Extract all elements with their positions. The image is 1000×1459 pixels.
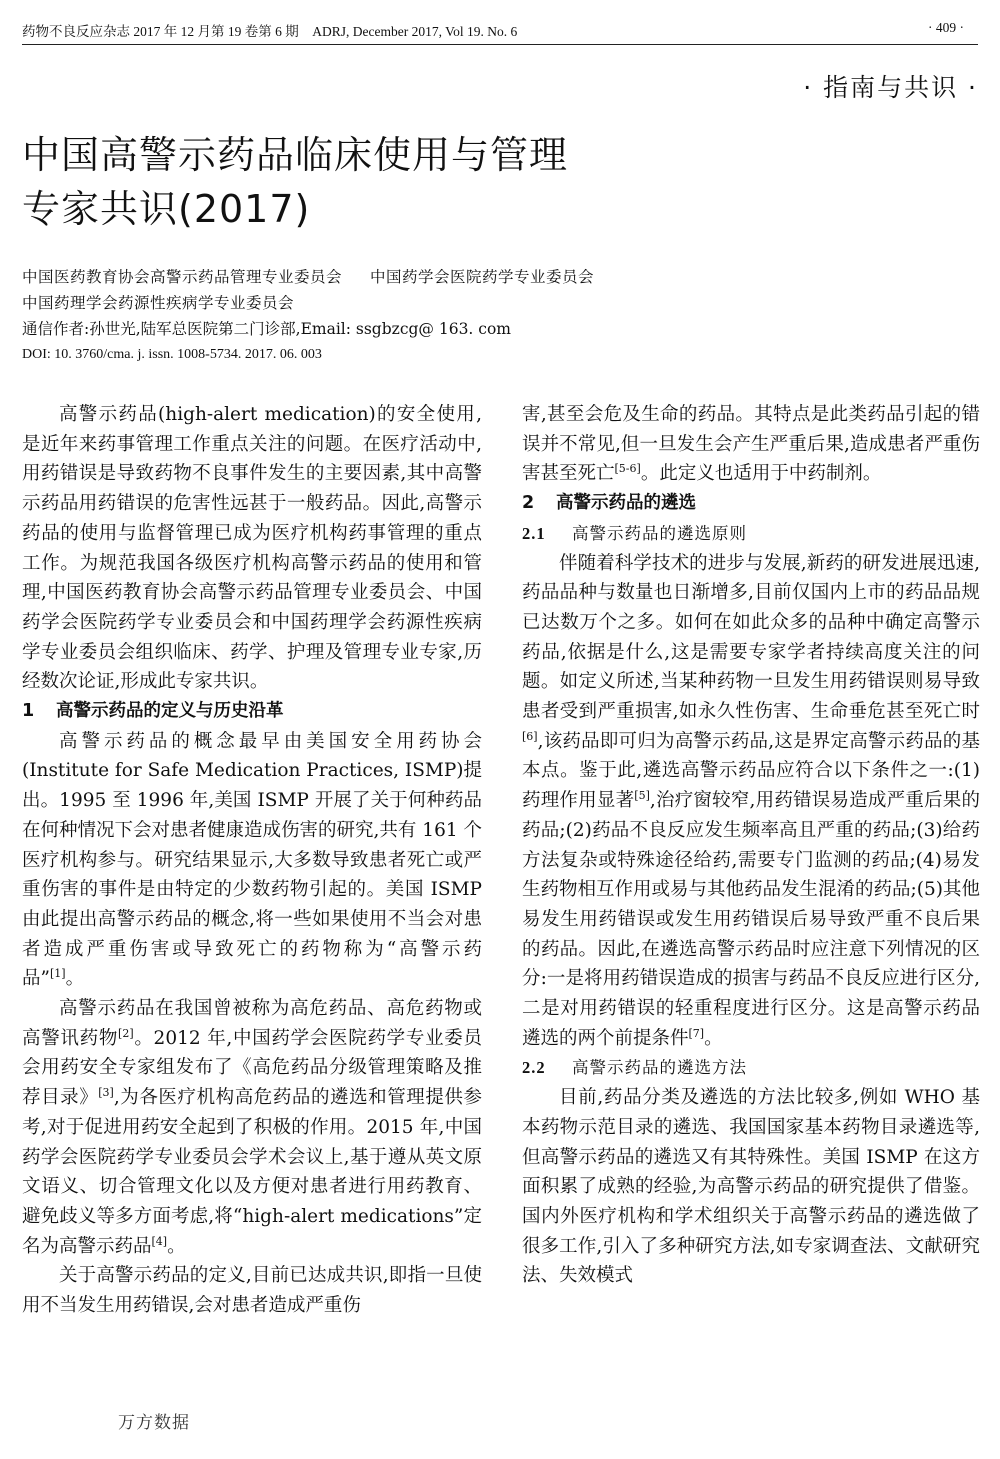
watermark: 万方数据 — [118, 1413, 190, 1433]
definition-continuation: 害,甚至会危及生命的药品。其特点是此类药品引起的错误并不常见,但一旦发生会产生严重后果,造成患者严重伤害甚至死亡[5-6]。此定义也适用于中药制剂。 — [522, 404, 980, 485]
journal-info: 药物不良反应杂志 2017 年 12 月第 19 卷第 6 期 ADRJ, December 2017, Vol 19. No. 6 — [22, 24, 518, 39]
section-2-2-heading: 2.2 高警示药品的遴选方法 — [522, 1058, 747, 1078]
citation: [2] — [118, 1026, 134, 1040]
section-2-heading: 2 高警示药品的遴选 — [522, 493, 696, 514]
section-2-1-heading: 2.1 高警示药品的遴选原则 — [522, 523, 747, 543]
article-title — [22, 128, 722, 236]
affiliation-2: 中国药学会医院药学专业委员会 — [370, 268, 595, 286]
title-line-2: 专家共识(2017) — [22, 187, 311, 231]
section-1-paragraph-1: 高警示药品的概念最早由美国安全用药协会(Institute for Safe Medication Practices, ISMP)提出。1995 至 1996 年,美国 ISMP 开展了关于何种药品在何种情况下会对患者健康造成伤害的研究,共有 161 个医疗机构参与。研究结果显示,大多数导致患者死亡或严重伤害的事件是由特定的少数药物引起的。美国 ISMP 由此提出高警示药品的概念,将一些如果使用不当会对患者造成严重伤害或导致死亡的药物称为“高警示药品”[1]。 — [22, 730, 482, 990]
intro-paragraph: 高警示药品(high-alert medication)的安全使用,是近年来药事管理工作重点关注的问题。在医疗活动中,用药错误是导致药物不良事件发生的主要因素,其中高警示药品用药错误的危害性远甚于一般药品。因此,高警示药品的使用与监督管理已成为医疗机构药事管理的重点工作。为规范我国各级医疗机构高警示药品的使用和管理,中国医药教育协会高警示药品管理专业委员会、中国药学会医院药学专业委员会和中国药理学会药源性疾病学专业委员会组织临床、药学、护理及管理专业专家,历经数次论证,形成此专家共识。 — [22, 404, 482, 693]
citation: [5] — [634, 788, 650, 802]
article-meta — [22, 264, 922, 368]
affiliation-1: 中国医药教育协会高警示药品管理专业委员会 — [22, 268, 343, 286]
affiliation-3: 中国药理学会药源性疾病学专业委员会 — [22, 294, 295, 312]
section-tag: · 指南与共识 · — [803, 73, 978, 102]
right-column — [522, 400, 980, 1291]
section-2-1-paragraph: 伴随着科学技术的进步与发展,新药的研发进展迅速,药品品种与数量也日渐增多,目前仅国内上市的药品品规已达数万个之多。如何在如此众多的品种中确定高警示药品,依据是什么,这是需要专家学者持续高度关注的问题。如定义所述,当某种药物一旦发生用药错误则易导致患者受到严重损害,如永久性伤害、生命垂危甚至死亡时[6],该药品即可归为高警示药品,这是界定高警示药品的基本点。鉴于此,遴选高警示药品应符合以下条件之一:(1)药理作用显著[5],治疗窗较窄,用药错误易造成严重后果的药品;(2)药品不良反应发生频率高且严重的药品;(3)给药方法复杂或特殊途径给药,需要专门监测的药品;(4)易发生药物相互作用或易与其他药品发生混淆的药品;(5)其他易发生用药错误或发生用药错误后易导致严重不良后果的药品。因此,在遴选高警示药品时应注意下列情况的区分:一是将用药错误造成的损害与药品不良反应进行区分,二是对用药错误的轻重程度进行区分。这是高警示药品遴选的两个前提条件[7]。 — [522, 552, 980, 1049]
section-1-paragraph-2: 高警示药品在我国曾被称为高危药品、高危药物或高警讯药物[2]。2012 年,中国药学会医院药学专业委员会用药安全专家组发布了《高危药品分级管理策略及推荐目录》[3],为各医疗机构高危药品的遴选和管理提供参考,对于促进用药安全起到了积极的作用。2015 年,中国药学会医院药学专业委员会学术会议上,基于遵从英文原文语义、切合管理文化以及方便对患者进行用药教育、避免歧义等多方面考虑,将“high-alert medications”定名为高警示药品[4]。 — [22, 998, 482, 1257]
doi: DOI: 10. 3760/cma. j. issn. 1008-5734. 2017. 06. 003 — [22, 347, 322, 362]
citation: [5-6] — [614, 462, 641, 476]
title-line-1: 中国高警示药品临床使用与管理 — [22, 133, 569, 177]
citation: [7] — [688, 1026, 705, 1040]
section-1-paragraph-3: 关于高警示药品的定义,目前已达成共识,即指一旦使用不当发生用药错误,会对患者造成严重伤 — [22, 1265, 482, 1317]
citation: [4] — [151, 1234, 168, 1248]
citation: [6] — [522, 729, 538, 743]
page-number: · 409 · — [928, 20, 964, 35]
citation: [1] — [49, 967, 66, 981]
section-1-heading: 1 高警示药品的定义与历史沿革 — [22, 701, 284, 722]
left-column — [22, 400, 482, 1321]
correspondence: 通信作者:孙世光,陆军总医院第二门诊部,Email: ssgbzcg@ 163. com — [22, 320, 511, 338]
running-header — [22, 14, 978, 45]
affiliation-line-1 — [22, 264, 922, 290]
section-2-2-paragraph: 目前,药品分类及遴选的方法比较多,例如 WHO 基本药物示范目录的遴选、我国国家基本药物目录遴选等,但高警示药品的遴选又有其特殊性。美国 ISMP 在这方面积累了成熟的经验,为高警示药品的研究提供了借鉴。国内外医疗机构和学术组织关于高警示药品的遴选做了很多工作,引入了多种研究方法,如专家调查法、文献研究法、失效模式 — [522, 1087, 980, 1287]
citation: [3] — [98, 1086, 114, 1100]
